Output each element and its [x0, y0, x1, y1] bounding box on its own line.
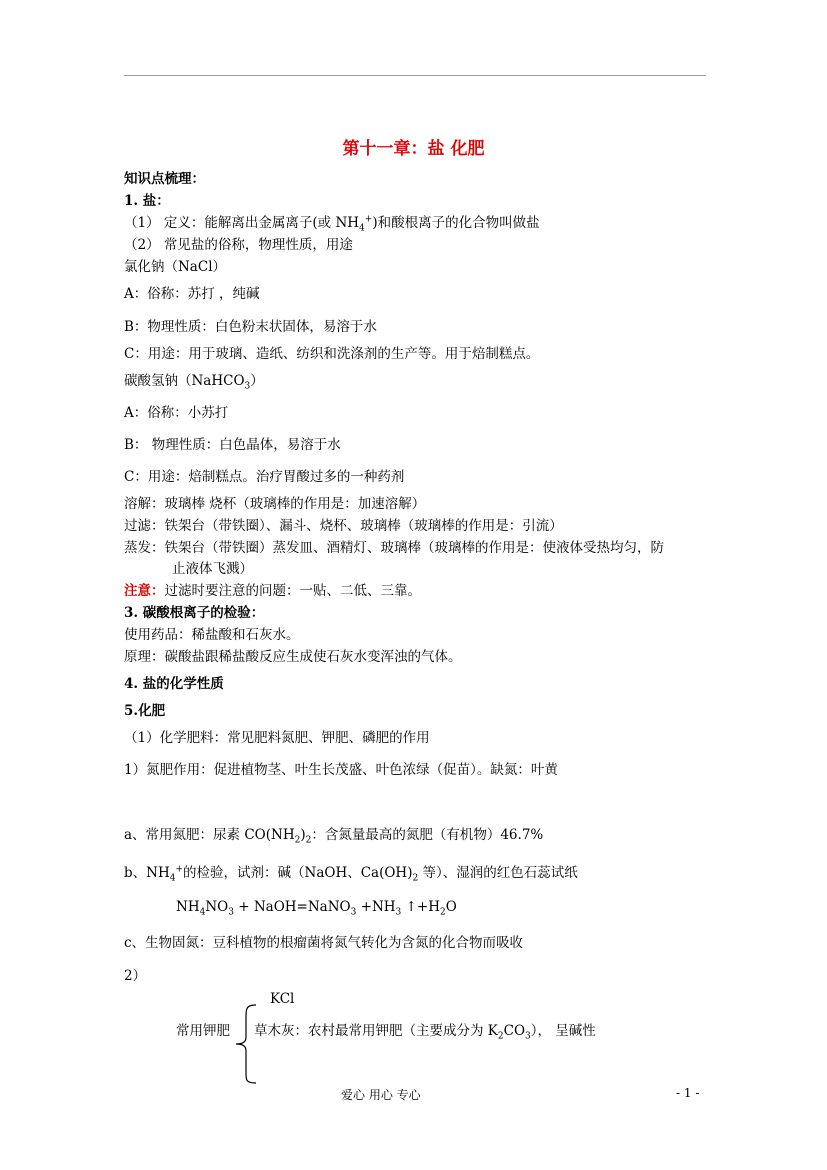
text-line: 溶解：玻璃棒 烧杯（玻璃棒的作用是：加速溶解） [124, 496, 426, 512]
text-line: （1）化学肥料：常见肥料氮肥、钾肥、磷肥的作用 [124, 730, 430, 746]
text-line: KCl [270, 991, 295, 1007]
text-line: 原理：碳酸盐跟稀盐酸反应生成使石灰水变浑浊的气体。 [124, 649, 462, 665]
text-line: 过滤：铁架台（带铁圈）、漏斗、烧杯、玻璃棒（玻璃棒的作用是：引流） [124, 518, 563, 534]
text-line: 止液体飞溅） [172, 561, 253, 577]
section-heading: 3. 碳酸根离子的检验： [124, 605, 265, 621]
text-line: 蒸发：铁架台（带铁圈）蒸发皿、酒精灯、玻璃棒（玻璃棒的作用是：使液体受热均匀，防 [124, 540, 664, 556]
chemical-equation: $NH_4NO_3$ + NaOH=NaNO$_3$ $+NH_3$ $↑+H_2O$ [176, 899, 457, 918]
brace-icon [234, 1003, 258, 1085]
text-line: 2） [124, 968, 147, 984]
page-title: 第十一章：盐 化肥 [342, 139, 485, 159]
text-line: 使用药品：稀盐酸和石灰水。 [124, 627, 300, 643]
page-number: - 1 - [676, 1086, 700, 1100]
text-line: （1） 定义：能解离出金属离子(或 $NH_4^+$)和酸根离子的化合物叫做盐 [124, 214, 540, 234]
note-line: 注意：过滤时要注意的问题：一贴、二低、三靠。 [124, 583, 421, 599]
section-heading: 1. 盐： [124, 193, 170, 209]
text-line: C：用途：用于玻璃、造纸、纺织和洗涤剂的生产等。用于焙制糕点。 [124, 346, 540, 362]
text-line: （2） 常见盐的俗称，物理性质，用途 [124, 237, 353, 253]
text-line: 氯化钠（NaCl） [124, 259, 227, 275]
text-line: A：俗称：苏打 ，纯碱 [124, 286, 260, 302]
text-line: a、常用氮肥：尿素 $CO(NH_2)_2$：含氮量最高的氮肥（有机物）46.7% [124, 827, 544, 846]
text-line: 常用钾肥 [176, 1023, 230, 1039]
text-line: C：用途：焙制糕点。治疗胃酸过多的一种药剂 [124, 469, 405, 485]
text-line: 碳酸氢钠（NaHCO$_3$） [124, 373, 264, 392]
text-line: 1）氮肥作用：促进植物茎、叶生长茂盛、叶色浓绿（促苗）。缺氮：叶黄 [124, 762, 558, 778]
section-heading: 5.化肥 [124, 703, 166, 719]
section-heading: 知识点梳理： [124, 171, 205, 187]
section-heading: 4. 盐的化学性质 [124, 676, 224, 692]
text-line: c、生物固氮：豆科植物的根瘤菌将氮气转化为含氮的化合物而吸收 [124, 935, 524, 951]
text-line: B： 物理性质：白色晶体，易溶于水 [124, 437, 341, 453]
text-line: 草木灰：农村最常用钾肥（主要成分为 $K_2CO_3$）， 呈碱性 [254, 1023, 596, 1042]
footer-text: 爱心 用心 专心 [341, 1088, 421, 1102]
text-line: B：物理性质：白色粉末状固体，易溶于水 [124, 319, 377, 335]
text-line: b、$NH_4^+$的检验，试剂：碱（NaOH、$Ca(OH)_2$ 等）、湿润的红色石蕊试纸 [124, 864, 578, 884]
header-rule [124, 75, 706, 76]
text-line: A：俗称：小苏打 [124, 405, 229, 421]
